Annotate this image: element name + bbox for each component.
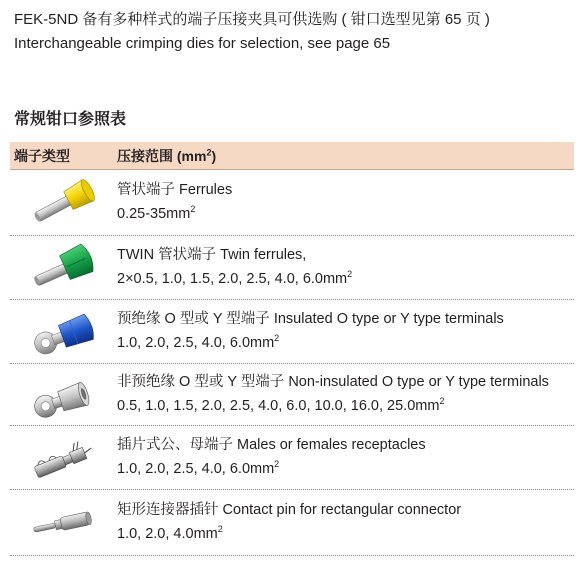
row-type: TWIN 管状端子 Twin ferrules, — [117, 247, 307, 264]
table-row — [10, 236, 574, 300]
row-range-value: 2×0.5, 1.0, 1.5, 2.0, 2.5, 4.0, 6.0mm — [117, 270, 348, 287]
row-text — [117, 436, 574, 479]
table-row — [10, 426, 574, 490]
jaw-reference-table — [10, 142, 574, 556]
row-range-value: 0.25-35mm — [117, 205, 191, 222]
header-terminal-type: 端子类型 — [14, 147, 70, 164]
non-insulated-ring-terminal-icon — [10, 370, 117, 420]
row-range — [117, 520, 574, 544]
section-title: 常规钳口参照表 — [14, 111, 127, 128]
intro-line-english: Interchangeable crimping dies for selection, see page 65 — [14, 35, 391, 52]
row-range-sup: 2 — [347, 269, 353, 280]
row-text — [117, 246, 574, 289]
row-type: 管状端子 Ferrules — [117, 182, 233, 199]
row-text — [117, 181, 574, 224]
table-row — [10, 364, 574, 426]
header-crimp-range-sup: 2 — [206, 146, 212, 157]
header-crimp-range-text: 压接范围 (mm — [117, 147, 207, 164]
row-range — [117, 392, 574, 416]
row-range-sup: 2 — [190, 204, 196, 215]
row-type: 插片式公、母端子 Males or females receptacles — [117, 437, 426, 454]
row-text — [117, 501, 574, 544]
table-header — [10, 142, 574, 170]
row-text — [117, 373, 574, 416]
row-range-value: 1.0, 2.0, 4.0mm — [117, 525, 218, 542]
row-range-value: 1.0, 2.0, 2.5, 4.0, 6.0mm — [117, 460, 275, 477]
row-range — [117, 455, 574, 479]
row-type: 非预绝缘 O 型或 Y 型端子 Non-insulated O type or Y type terminals — [117, 374, 549, 391]
table-row — [10, 490, 574, 556]
table-row — [10, 300, 574, 364]
row-range — [117, 329, 574, 353]
header-crimp-range — [117, 146, 216, 166]
green-twin-ferrule-icon — [10, 243, 117, 293]
row-range-sup: 2 — [217, 524, 223, 535]
row-type: 预绝缘 O 型或 Y 型端子 Insulated O type or Y type terminals — [117, 311, 504, 328]
contact-pin-icon — [10, 498, 117, 548]
intro-line-chinese: FEK-5ND 备有多种样式的端子压接夹具可供选购 ( 钳口选型见第 65 页 ) — [14, 11, 490, 28]
row-range-sup: 2 — [274, 459, 280, 470]
row-range-value: 0.5, 1.0, 1.5, 2.0, 2.5, 4.0, 6.0, 10.0, 16.0, 25.0mm — [117, 397, 440, 414]
row-range — [117, 265, 574, 289]
row-range-value: 1.0, 2.0, 2.5, 4.0, 6.0mm — [117, 334, 275, 351]
row-type: 矩形连接器插针 Contact pin for rectangular connector — [117, 502, 462, 519]
header-crimp-range-close: ) — [211, 147, 217, 164]
row-range-sup: 2 — [274, 333, 280, 344]
yellow-ferrule-icon — [10, 178, 117, 228]
blue-insulated-ring-terminal-icon — [10, 307, 117, 357]
row-range-sup: 2 — [439, 396, 445, 407]
table-row — [10, 170, 574, 236]
intro — [14, 8, 584, 56]
row-range — [117, 200, 574, 224]
row-text — [117, 310, 574, 353]
flat-receptacle-terminal-icon — [10, 433, 117, 483]
